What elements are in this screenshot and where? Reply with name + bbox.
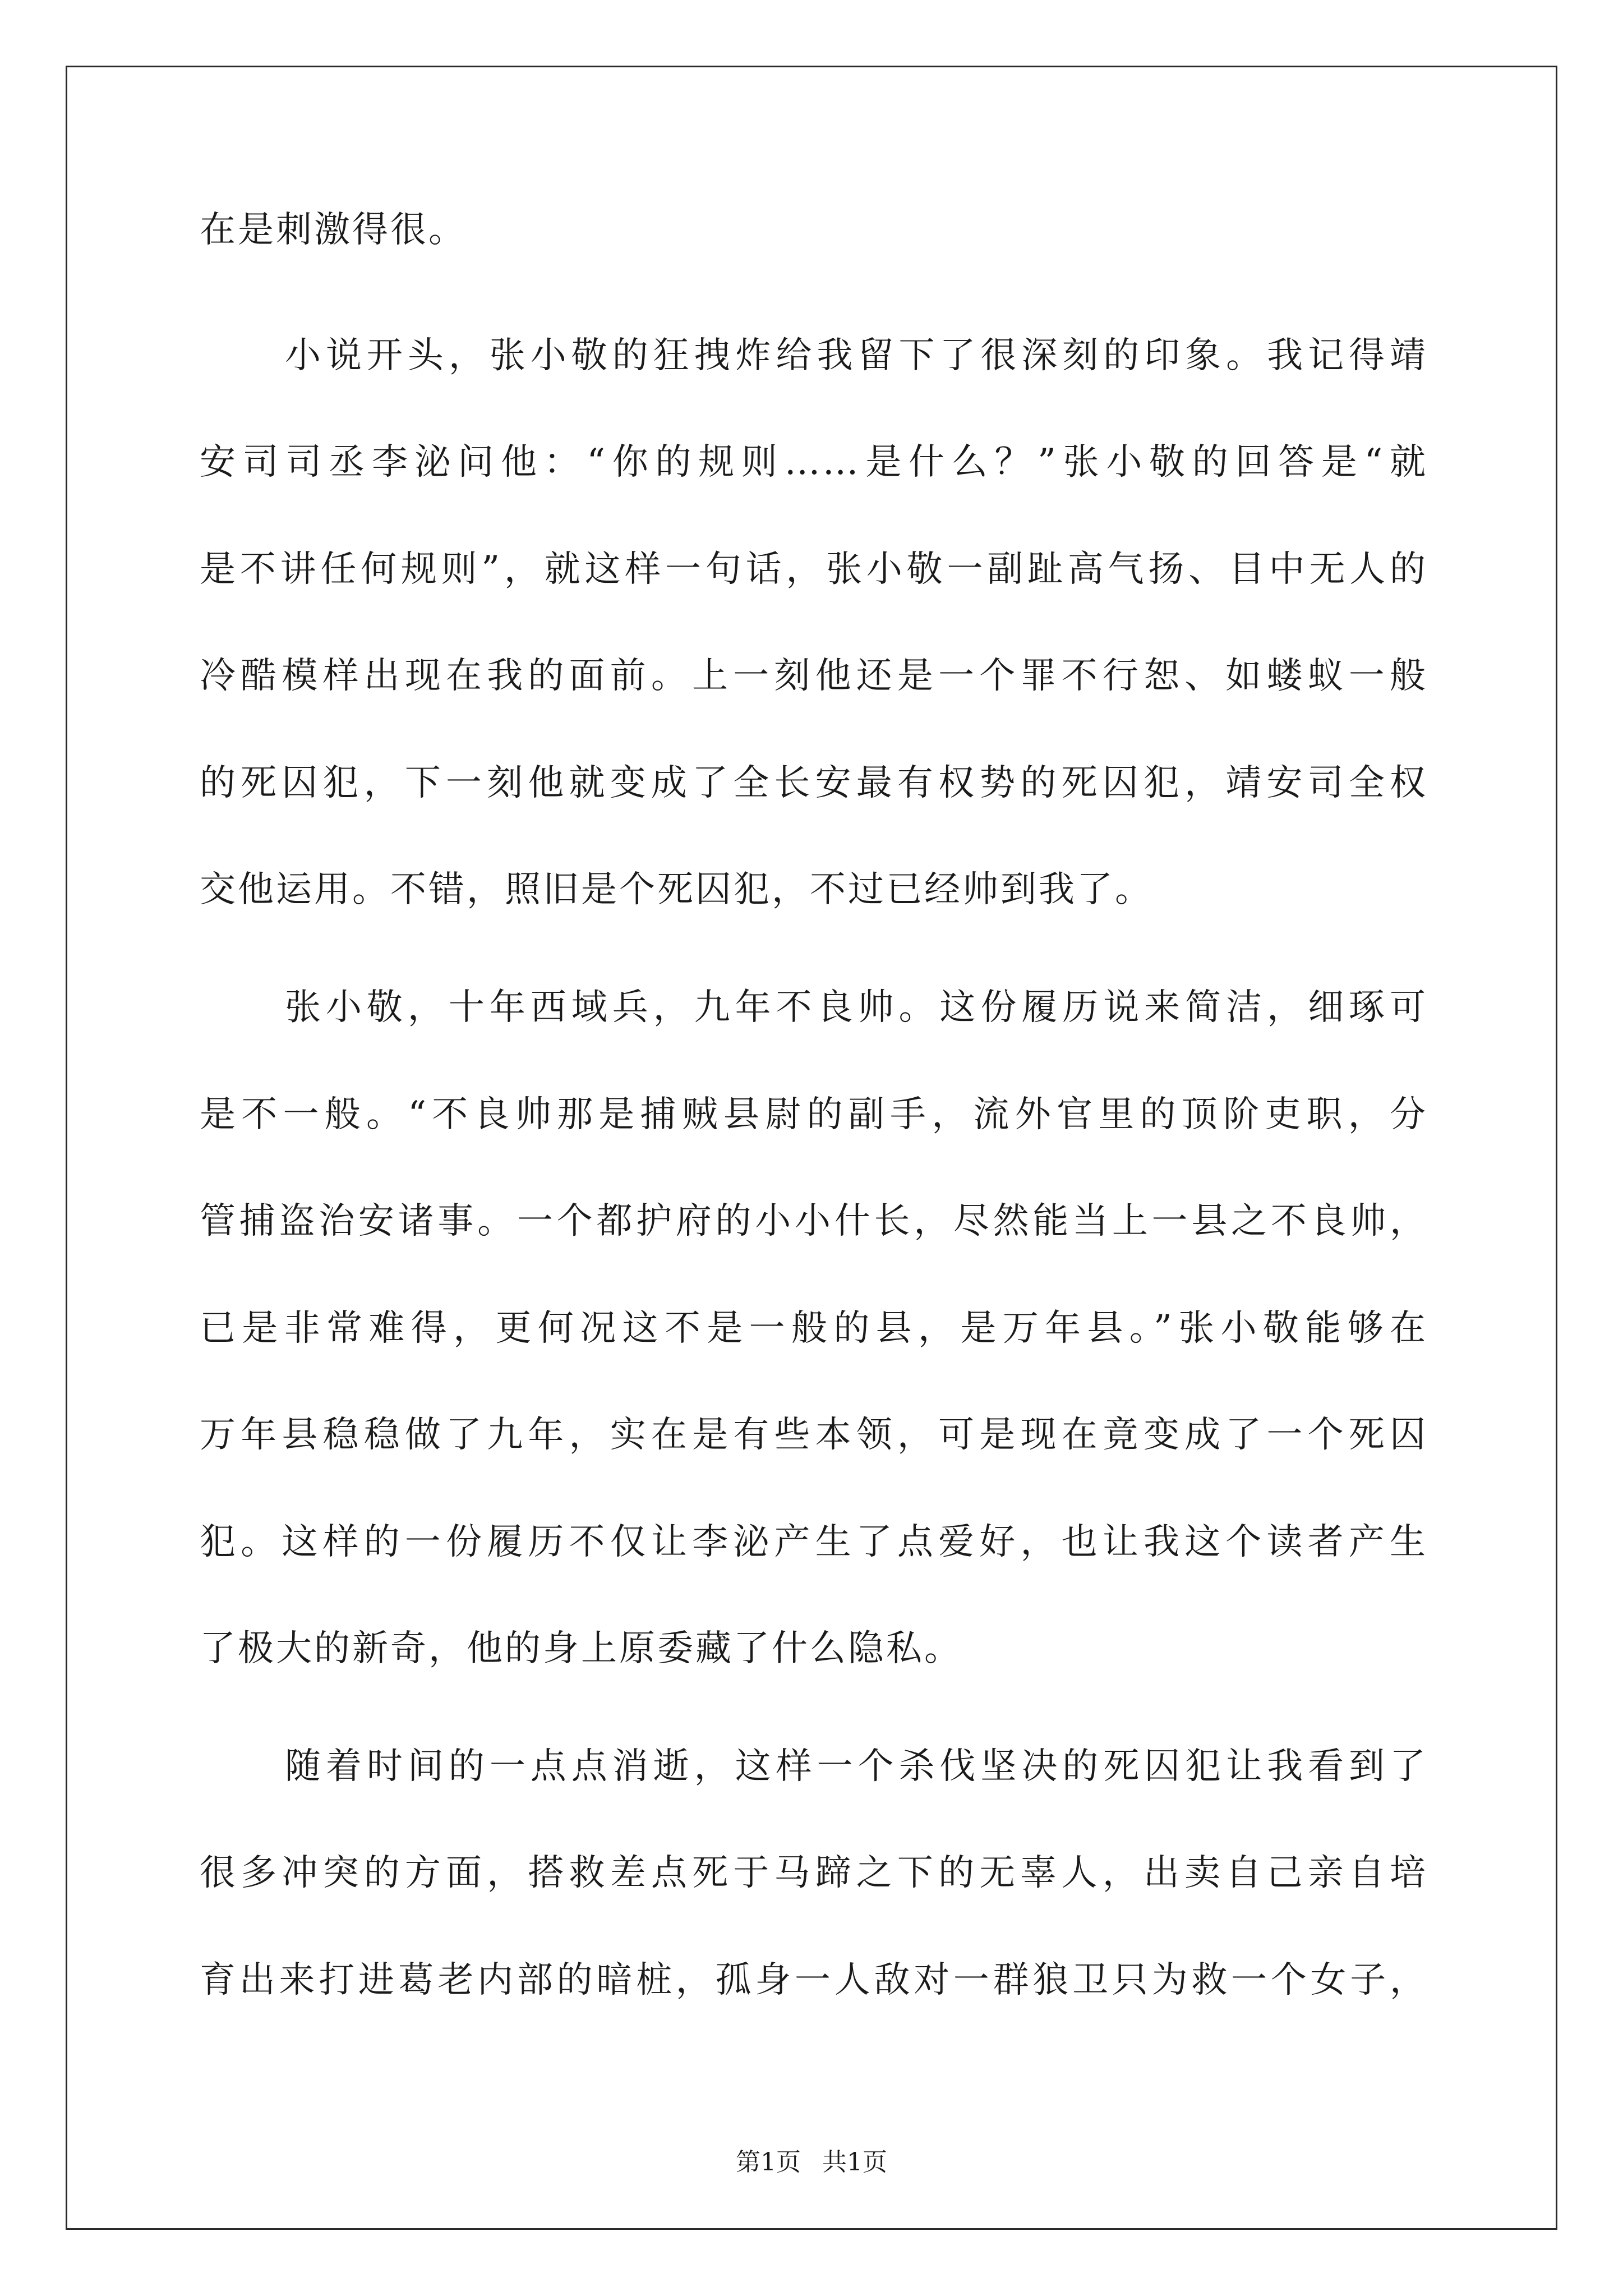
text-line-6: 的死囚犯，下一刻他就变成了全长安最有权势的死囚犯，靖安司全权 bbox=[200, 762, 1428, 804]
text-line-15: 随着时间的一点点消逝，这样一个杀伐坚决的死囚犯让我看到了 bbox=[285, 1746, 1428, 1787]
text-line-11: 已是非常难得，更何况这不是一般的县，是万年县。”张小敬能够在 bbox=[200, 1308, 1428, 1349]
text-line-14: 了极大的新奇，他的身上原委藏了什么隐私。 bbox=[200, 1628, 962, 1669]
text-line-13: 犯。这样的一份履历不仅让李泌产生了点爱好，也让我这个读者产生 bbox=[200, 1521, 1428, 1563]
text-line-17: 育出来打进葛老内部的暗桩，孤身一人敌对一群狼卫只为救一个女子， bbox=[200, 1959, 1428, 2001]
text-line-10: 管捕盗治安诸事。一个都护府的小小什长，尽然能当上一县之不良帅， bbox=[200, 1200, 1428, 1242]
text-line-1: 在是刺激得很。 bbox=[200, 209, 467, 251]
page-footer bbox=[0, 2150, 1623, 2175]
text-line-7: 交他运用。不错，照旧是个死囚犯，不过已经帅到我了。 bbox=[200, 869, 1153, 910]
text-line-8: 张小敬，十年西域兵，九年不良帅。这份履历说来简洁，细琢可 bbox=[285, 987, 1428, 1028]
text-line-9: 是不一般。“不良帅那是捕贼县尉的副手，流外官里的顶阶吏职，分 bbox=[200, 1094, 1428, 1135]
text-line-3: 安司司丞李泌问他：“你的规则……是什么？”张小敬的回答是“就 bbox=[200, 441, 1428, 483]
page-border bbox=[66, 66, 1557, 2230]
text-line-16: 很多冲突的方面，搭救差点死于马蹄之下的无辜人，出卖自己亲自培 bbox=[200, 1852, 1428, 1894]
text-line-12: 万年县稳稳做了九年，实在是有些本领，可是现在竟变成了一个死囚 bbox=[200, 1414, 1428, 1456]
text-line-4: 是不讲任何规则”，就这样一句话，张小敬一副趾高气扬、目中无人的 bbox=[200, 549, 1428, 590]
text-line-5: 冷酷模样出现在我的面前。上一刻他还是一个罪不行恕、如蝼蚁一般 bbox=[200, 655, 1428, 697]
page-total: 共1页 bbox=[822, 2148, 887, 2177]
text-line-2: 小说开头，张小敬的狂拽炸给我留下了很深刻的印象。我记得靖 bbox=[285, 335, 1428, 376]
page-number: 第1页 bbox=[736, 2148, 801, 2177]
